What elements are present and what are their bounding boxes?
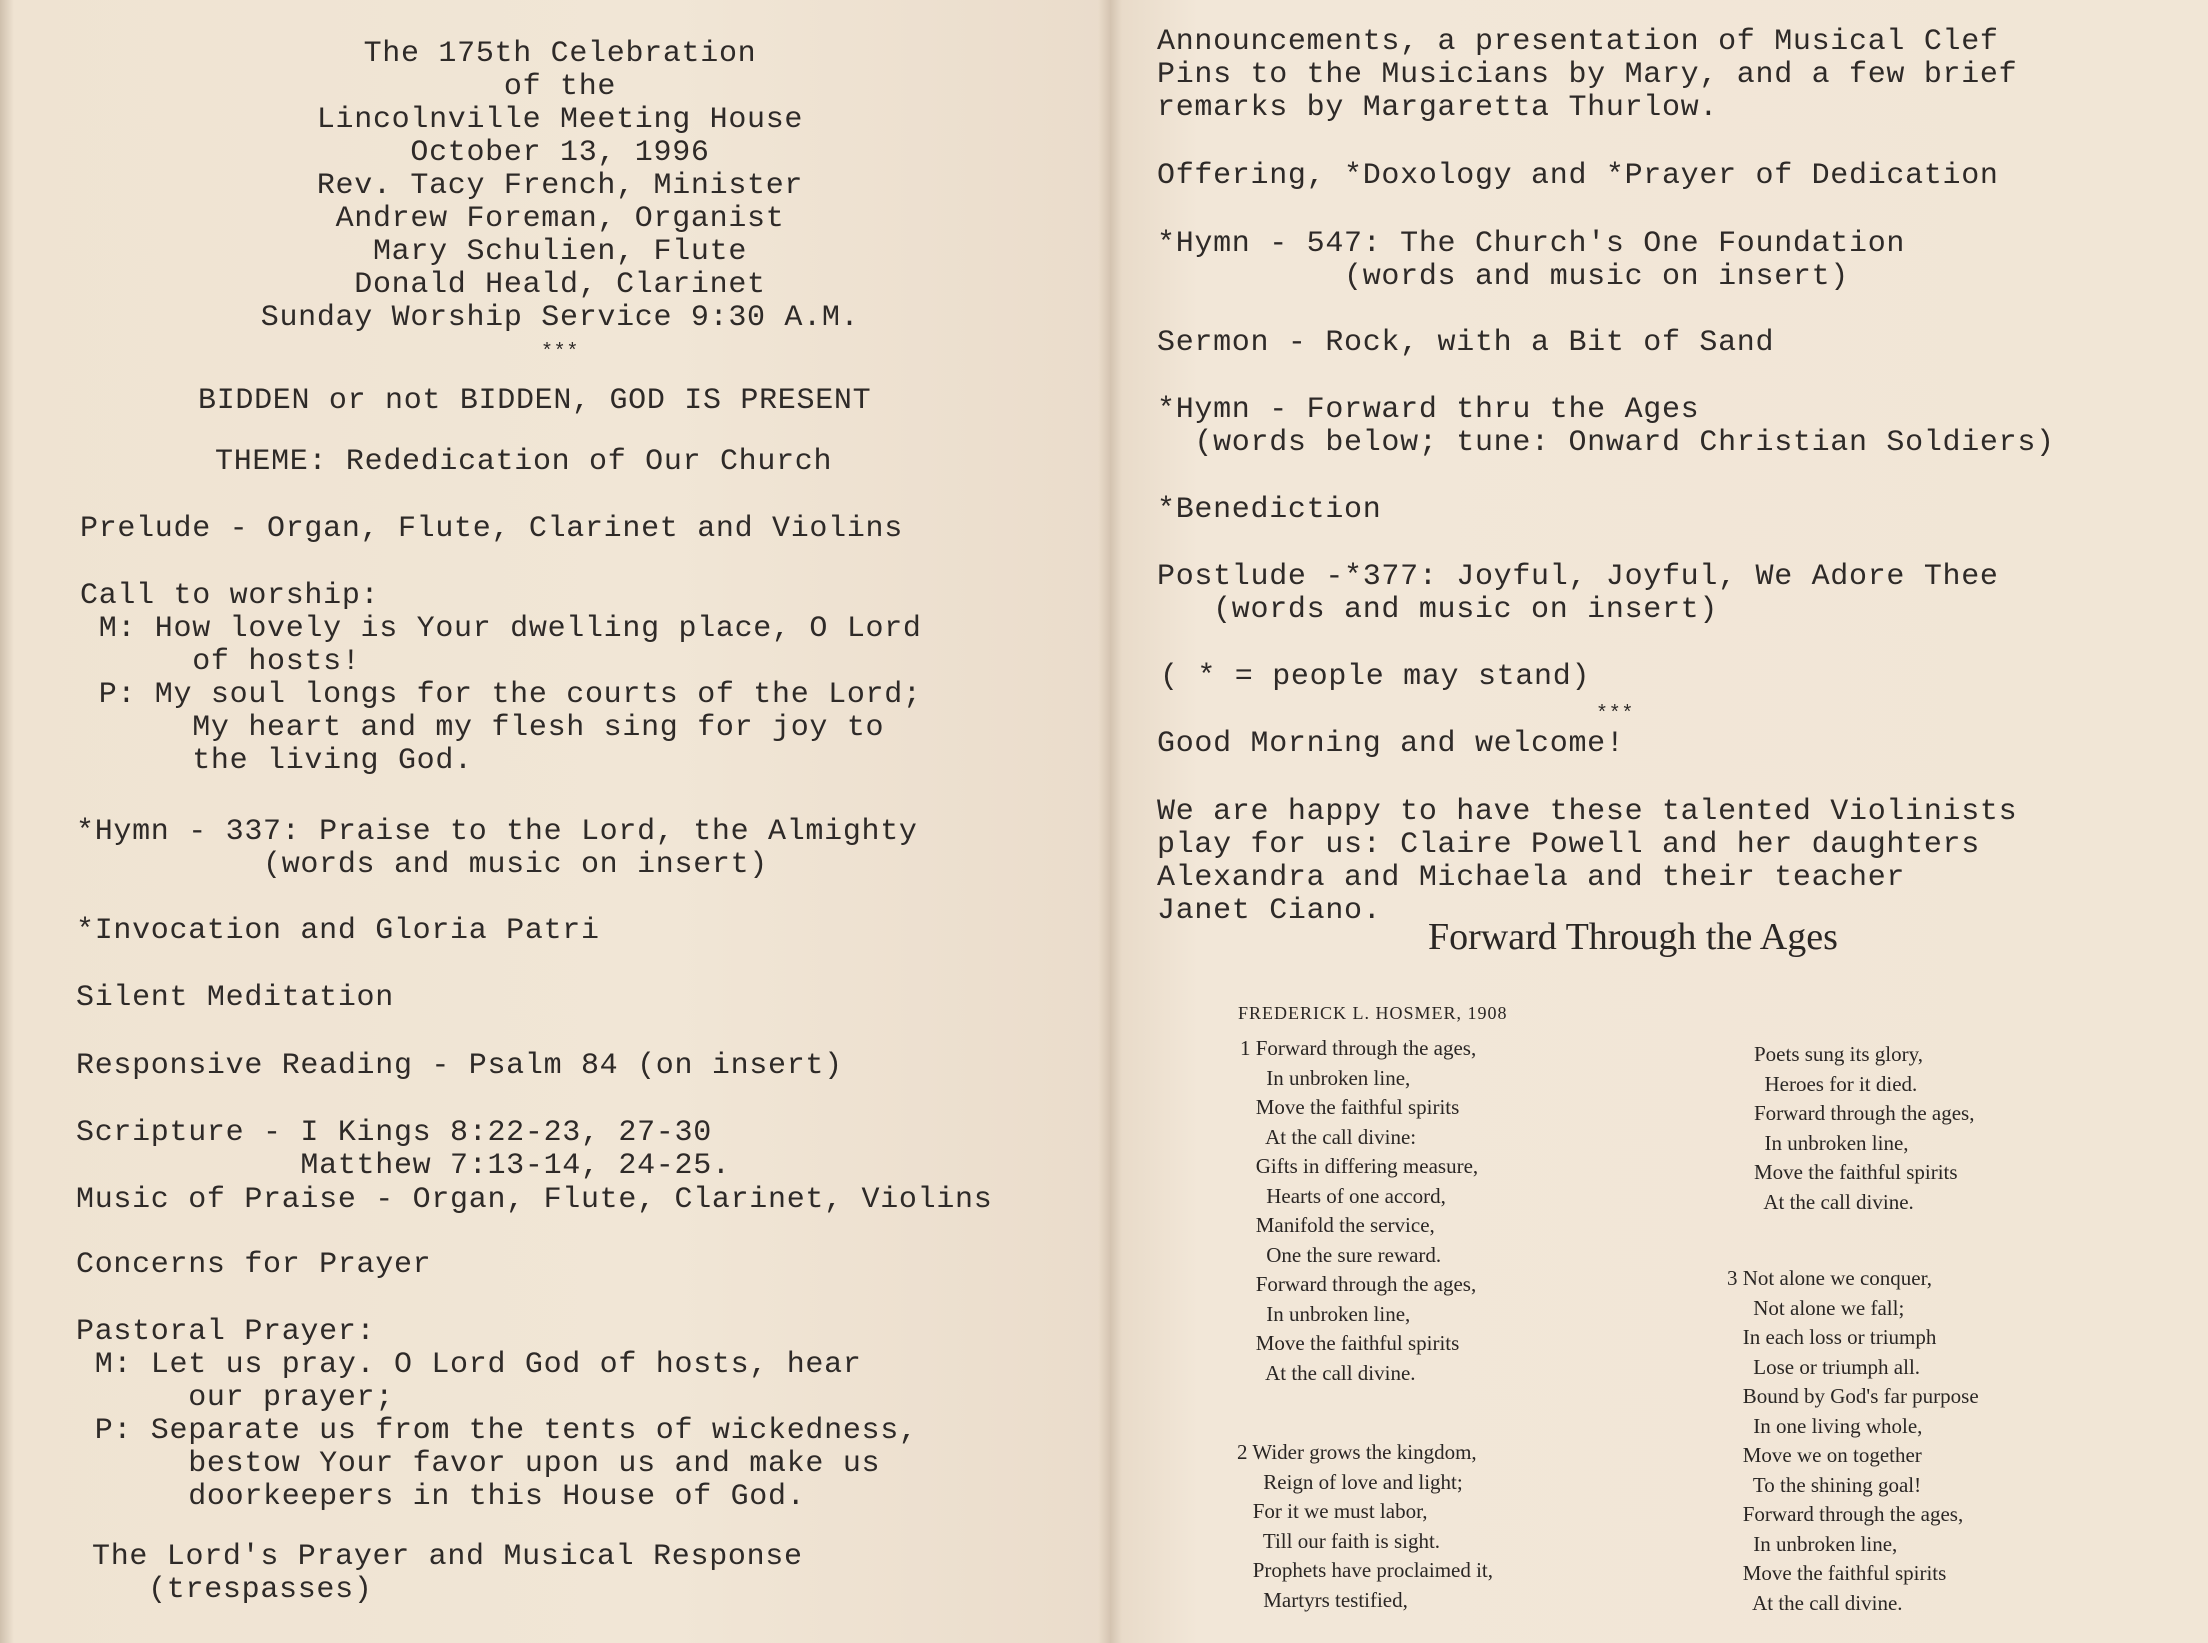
header-line: Lincolnville Meeting House [316,103,804,137]
header-stars: *** [540,341,580,364]
silent-meditation: Silent Meditation [76,981,394,1015]
page-edge [0,0,14,1643]
concerns-line: Concerns for Prayer [76,1248,432,1282]
section-stars: *** [1596,703,1635,726]
music-of-praise: Music of Praise - Organ, Flute, Clarinet, Violins [76,1183,993,1217]
postlude: Postlude -*377: Joyful, Joyful, We Adore Thee (words and music on insert) [1157,560,1999,627]
header-line: October 13, 1996 [410,136,710,170]
prelude-line: Prelude - Organ, Flute, Clarinet and Violins [80,512,903,546]
hymn-337: *Hymn - 337: Praise to the Lord, the Almighty (words and music on insert) [76,815,918,882]
scripture: Scripture - I Kings 8:22-23, 27-30 Matthew 7:13-14, 24-25. [76,1116,731,1183]
header-line: Mary Schulien, Flute [372,235,748,269]
violinists-note: We are happy to have these talented Violinists play for us: Claire Powell and her daughters Alexandra and Michaela and their teacher Janet Ciano. [1157,795,2018,928]
stand-note: ( * = people may stand) [1160,660,1591,694]
sermon-line: Sermon - Rock, with a Bit of Sand [1157,326,1775,360]
header-line: Donald Heald, Clarinet [354,268,766,302]
bidden-line: BIDDEN or not BIDDEN, GOD IS PRESENT [198,384,872,418]
offering-line: Offering, *Doxology and *Prayer of Dedication [1157,159,1999,193]
hymn-verse-2-continued: Poets sung its glory, Heroes for it died. Forward through the ages, In unbroken line, Move the faithful spirits At the call divine. [1754,1042,1975,1214]
hymn-547: *Hymn - 547: The Church's One Foundation (words and music on insert) [1157,227,1906,294]
call-to-worship: Call to worship: M: How lovely is Your dwelling place, O Lord of hosts! P: My soul longs for the courts of the Lord; My heart and my flesh sing for joy to the living God. [80,579,922,778]
header-line: Rev. Tacy French, Minister [316,169,804,203]
theme-line: THEME: Rededication of Our Church [215,445,833,479]
hymn-verse-3: 3 Not alone we conquer, Not alone we fall; In each loss or triumph Lose or triumph all. Bound by God's far purpose In one living whole, Move we on together To the shining goal! Forward through the ages, In unbroken line, Move the faithful spirits At the call divine. [1727,1266,1979,1615]
announcements: Announcements, a presentation of Musical Clef Pins to the Musicians by Mary, and a few brief remarks by Margaretta Thurlow. [1157,25,2018,125]
header-line: Sunday Worship Service 9:30 A.M. [260,301,860,335]
lords-prayer: The Lord's Prayer and Musical Response (trespasses) [92,1540,803,1607]
benediction-line: *Benediction [1157,493,1382,527]
hymn-author: FREDERICK L. HOSMER, 1908 [1238,1003,1508,1023]
hymn-forward: *Hymn - Forward thru the Ages (words below; tune: Onward Christian Soldiers) [1157,393,2055,460]
pastoral-prayer: Pastoral Prayer: M: Let us pray. O Lord God of hosts, hear our prayer; P: Separate us from the tents of wickedness, bestow Your favor upon us and make us doorkeepers in this House of God. [76,1315,918,1514]
hymn-title: Forward Through the Ages [1428,916,1838,958]
header-line: of the [503,70,617,104]
hymn-verse-2: 2 Wider grows the kingdom, Reign of love and light; For it we must labor, Till our faith is sight. Prophets have proclaimed it, Martyrs testified, [1237,1440,1494,1612]
center-fold [1098,0,1122,1643]
invocation-line: *Invocation and Gloria Patri [76,914,600,948]
hymn-verse-1: 1 Forward through the ages, In unbroken line, Move the faithful spirits At the call divine: Gifts in differing measure, Hearts of one accord, Manifold the service, One the sure reward. Forward through the ages, In unbroken line, Move the faithful spirits At the call divine. [1240,1036,1479,1385]
header-line: The 175th Celebration [363,37,757,71]
header-line: Andrew Foreman, Organist [335,202,785,236]
good-morning: Good Morning and welcome! [1157,727,1625,761]
responsive-reading: Responsive Reading - Psalm 84 (on insert) [76,1049,843,1083]
